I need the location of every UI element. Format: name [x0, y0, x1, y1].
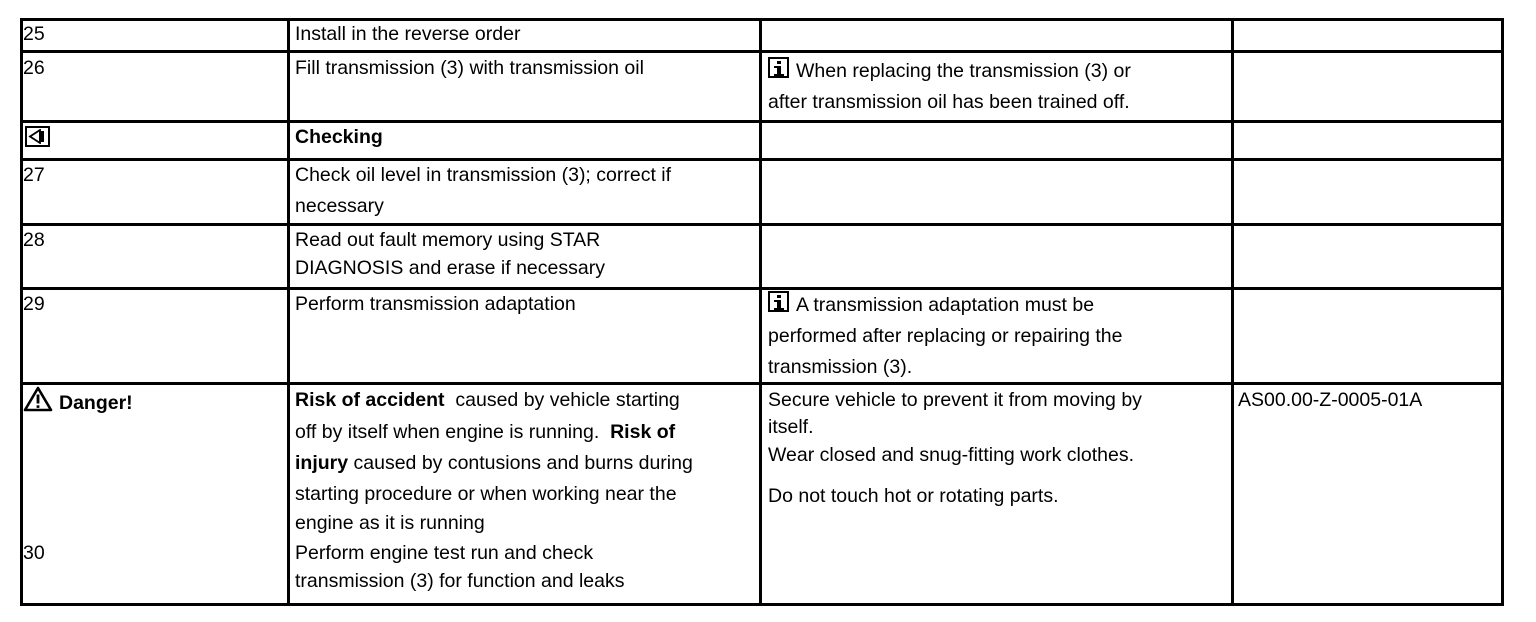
step-note-line: after transmission oil has been trained off. [768, 91, 1130, 113]
grid-line [20, 158, 1504, 161]
checking-icon [25, 126, 50, 147]
step-number: 29 [23, 293, 45, 315]
danger-measure: Do not touch hot or rotating parts. [768, 485, 1059, 507]
procedure-table [20, 18, 1504, 606]
step-number: 26 [23, 57, 45, 79]
danger-text-line: off by itself when engine is running. Risk of [295, 421, 676, 443]
step-action: Install in the reverse order [295, 23, 521, 45]
danger-text-line: Risk of accident caused by vehicle starting [295, 389, 680, 411]
grid-line [20, 603, 1504, 606]
step-action: Read out fault memory using STAR [295, 229, 601, 251]
grid-line [20, 18, 1504, 21]
step-number: 28 [23, 229, 45, 251]
step-action: Perform transmission adaptation [295, 293, 576, 315]
step-action: Check oil level in transmission (3); correct if [295, 164, 672, 186]
step-note: When replacing the transmission (3) or [768, 56, 1131, 86]
section-heading: Checking [295, 126, 383, 148]
grid-line [20, 120, 1504, 123]
danger-measure: Secure vehicle to prevent it from moving by [768, 389, 1142, 411]
grid-line [759, 18, 762, 606]
info-icon [768, 57, 789, 78]
info-icon [768, 291, 789, 312]
step-note-line: performed after replacing or repairing the [768, 325, 1123, 347]
step-note-line: transmission (3). [768, 356, 913, 378]
step-number: 30 [23, 542, 45, 564]
grid-line [1231, 18, 1234, 606]
danger-text-line: starting procedure or when working near the [295, 483, 677, 505]
step-action-line: DIAGNOSIS and erase if necessary [295, 257, 605, 279]
step-number: 27 [23, 164, 45, 186]
step-note: A transmission adaptation must be [768, 290, 1094, 320]
grid-line [20, 287, 1504, 290]
step-action: Fill transmission (3) with transmission oil [295, 57, 644, 79]
grid-line [20, 50, 1504, 53]
step-action: Perform engine test run and check [295, 542, 594, 564]
danger-measure: itself. [768, 416, 814, 438]
grid-line [20, 223, 1504, 226]
danger-measure: Wear closed and snug-fitting work clothes. [768, 444, 1134, 466]
step-action-line: transmission (3) for function and leaks [295, 570, 625, 592]
step-action-line: necessary [295, 195, 384, 217]
step-number: 25 [23, 23, 45, 45]
warning-triangle-icon [23, 386, 53, 412]
grid-line [1501, 18, 1504, 606]
document-reference: AS00.00-Z-0005-01A [1238, 389, 1423, 411]
danger-text-line: engine as it is running [295, 512, 485, 534]
danger-label: Danger! [23, 386, 133, 418]
danger-text-line: injury caused by contusions and burns during [295, 452, 693, 474]
grid-line [287, 18, 290, 606]
